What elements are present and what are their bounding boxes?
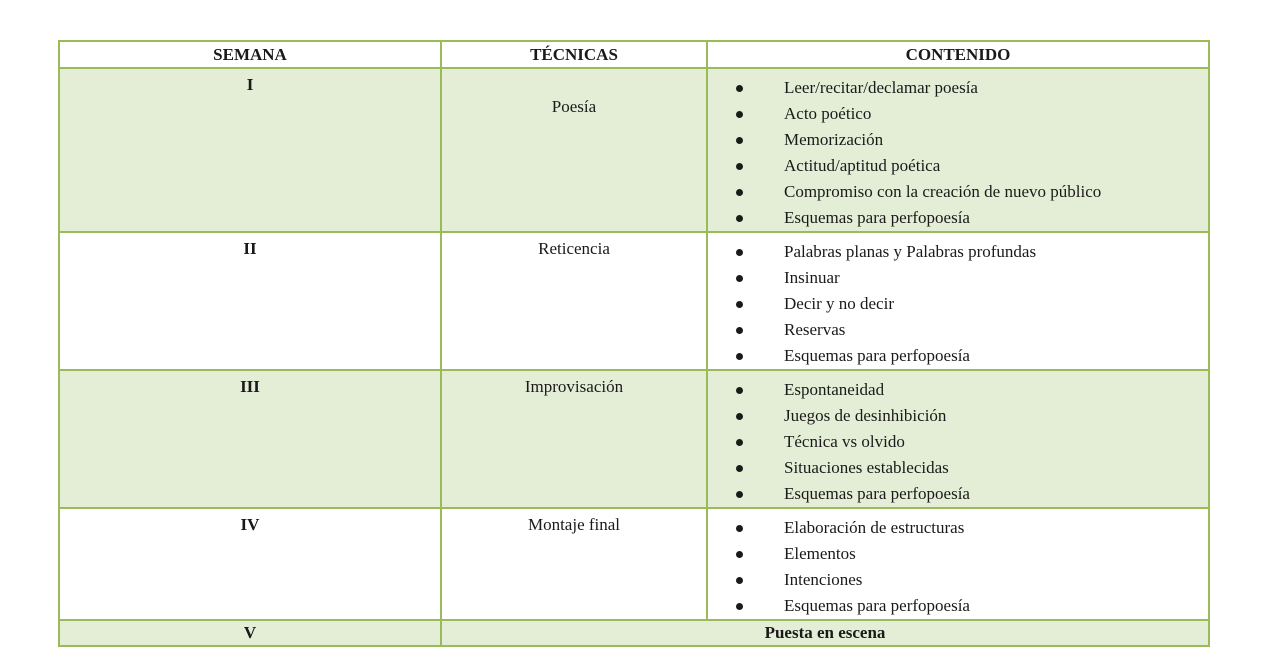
bullet-icon [736,275,743,282]
content-cell [707,232,1209,370]
list-item: Reservas [708,317,1208,343]
bullet-icon [736,327,743,334]
table-row [59,370,1209,508]
table-row [59,508,1209,620]
list-item: Elementos [708,541,1208,567]
header-semana: SEMANA [59,41,441,68]
table-row [59,68,1209,232]
bullet-icon [736,249,743,256]
list-item: Compromiso con la creación de nuevo público [708,179,1208,205]
list-item: Actitud/aptitud poética [708,153,1208,179]
week-cell: II [59,232,441,370]
bullet-icon [736,353,743,360]
bullet-icon [736,215,743,222]
technique-cell: Poesía [441,68,707,232]
content-cell [707,68,1209,232]
week-cell: I [59,68,441,232]
list-item: Decir y no decir [708,291,1208,317]
list-item: Insinuar [708,265,1208,291]
list-item: Leer/recitar/declamar poesía [708,75,1208,101]
content-cell [707,370,1209,508]
list-item: Elaboración de estructuras [708,515,1208,541]
list-item: Esquemas para perfopoesía [708,481,1208,507]
list-item: Técnica vs olvido [708,429,1208,455]
week-cell: V [59,620,441,646]
list-item: Intenciones [708,567,1208,593]
table-row [59,232,1209,370]
content-list [708,69,1208,231]
bullet-icon [736,301,743,308]
list-item: Esquemas para perfopoesía [708,343,1208,369]
content-list [708,233,1208,369]
list-item: Esquemas para perfopoesía [708,593,1208,619]
bullet-icon [736,465,743,472]
schedule-table [58,40,1210,647]
bullet-icon [736,551,743,558]
list-item: Situaciones establecidas [708,455,1208,481]
bullet-icon [736,387,743,394]
bullet-icon [736,163,743,170]
header-contenido: CONTENIDO [707,41,1209,68]
header-row [59,41,1209,68]
content-cell [707,508,1209,620]
content-list [708,371,1208,507]
bullet-icon [736,189,743,196]
week-cell: III [59,370,441,508]
week-cell: IV [59,508,441,620]
bullet-icon [736,85,743,92]
technique-cell: Reticencia [441,232,707,370]
bullet-icon [736,603,743,610]
list-item: Acto poético [708,101,1208,127]
bullet-icon [736,491,743,498]
list-item: Juegos de desinhibición [708,403,1208,429]
bullet-icon [736,525,743,532]
bullet-icon [736,439,743,446]
list-item: Esquemas para perfopoesía [708,205,1208,231]
table-row-final [59,620,1209,646]
list-item: Palabras planas y Palabras profundas [708,239,1208,265]
list-item: Memorización [708,127,1208,153]
content-list [708,509,1208,619]
final-label-cell: Puesta en escena [441,620,1209,646]
bullet-icon [736,413,743,420]
list-item: Espontaneidad [708,377,1208,403]
technique-cell: Improvisación [441,370,707,508]
bullet-icon [736,111,743,118]
header-tecnicas: TÉCNICAS [441,41,707,68]
technique-cell: Montaje final [441,508,707,620]
bullet-icon [736,137,743,144]
bullet-icon [736,577,743,584]
